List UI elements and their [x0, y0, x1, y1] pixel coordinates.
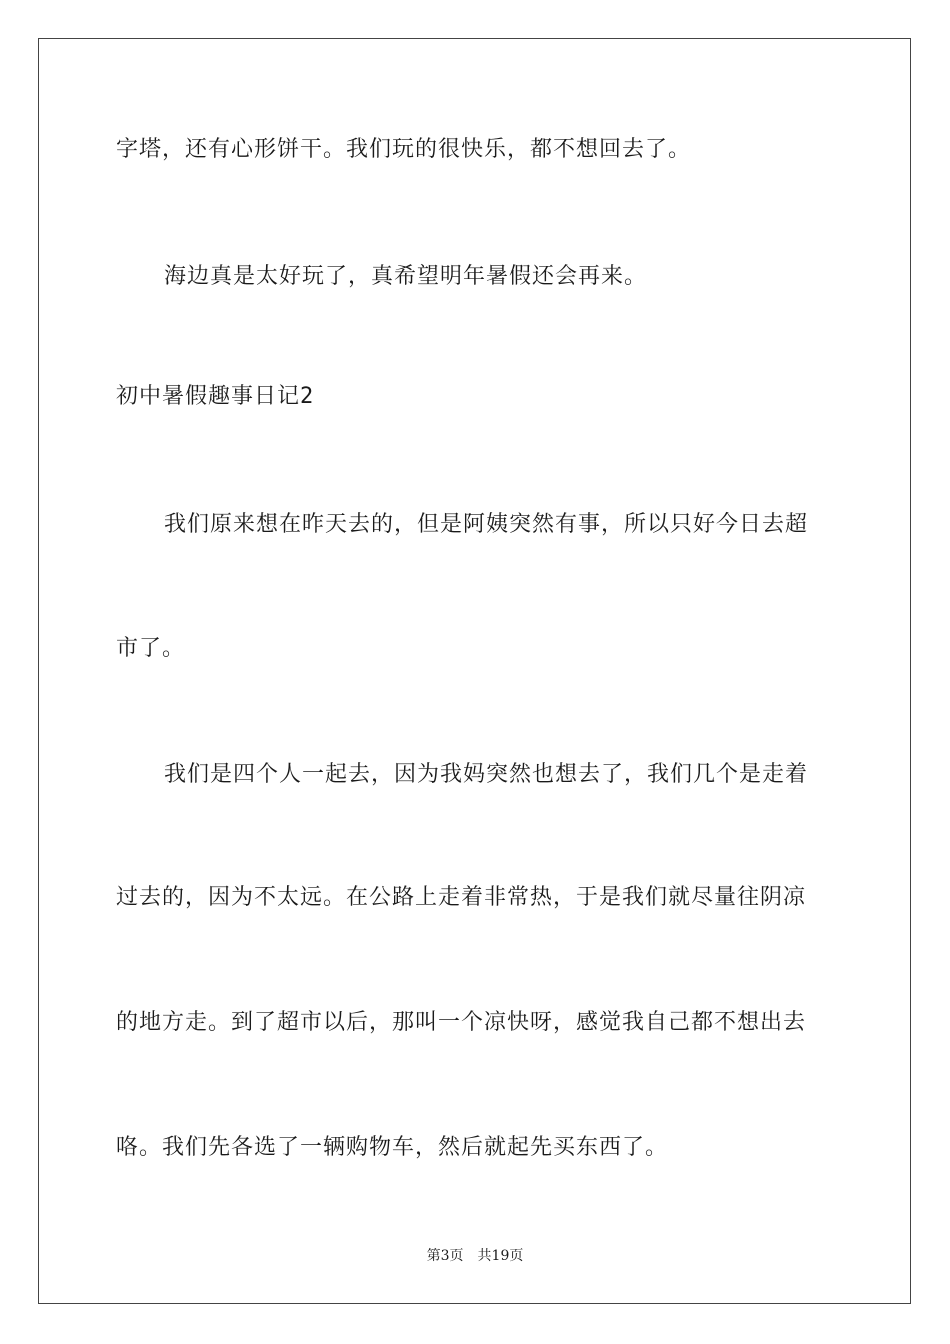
paragraph-line-2: 海边真是太好玩了，真希望明年暑假还会再来。 [164, 264, 648, 289]
paragraph-line-6: 过去的，因为不太远。在公路上走着非常热，于是我们就尽量往阴凉 [116, 885, 807, 910]
paragraph-line-4: 市了。 [116, 636, 186, 661]
section-title: 初中暑假趣事日记2 [116, 384, 315, 409]
paragraph-line-5: 我们是四个人一起去，因为我妈突然也想去了，我们几个是走着 [164, 762, 809, 787]
page-border [38, 38, 911, 1304]
paragraph-line-1: 字塔，还有心形饼干。我们玩的很快乐，都不想回去了。 [116, 137, 692, 162]
paragraph-line-8: 咯。我们先各选了一辆购物车，然后就起先买东西了。 [116, 1135, 669, 1160]
paragraph-line-7: 的地方走。到了超市以后，那叫一个凉快呀，感觉我自己都不想出去 [116, 1010, 807, 1035]
page-number: 第3页 [426, 1248, 464, 1264]
paragraph-line-3: 我们原来想在昨天去的，但是阿姨突然有事，所以只好今日去超 [164, 512, 809, 537]
page-total: 共19页 [477, 1248, 524, 1264]
page-footer [0, 1246, 950, 1266]
